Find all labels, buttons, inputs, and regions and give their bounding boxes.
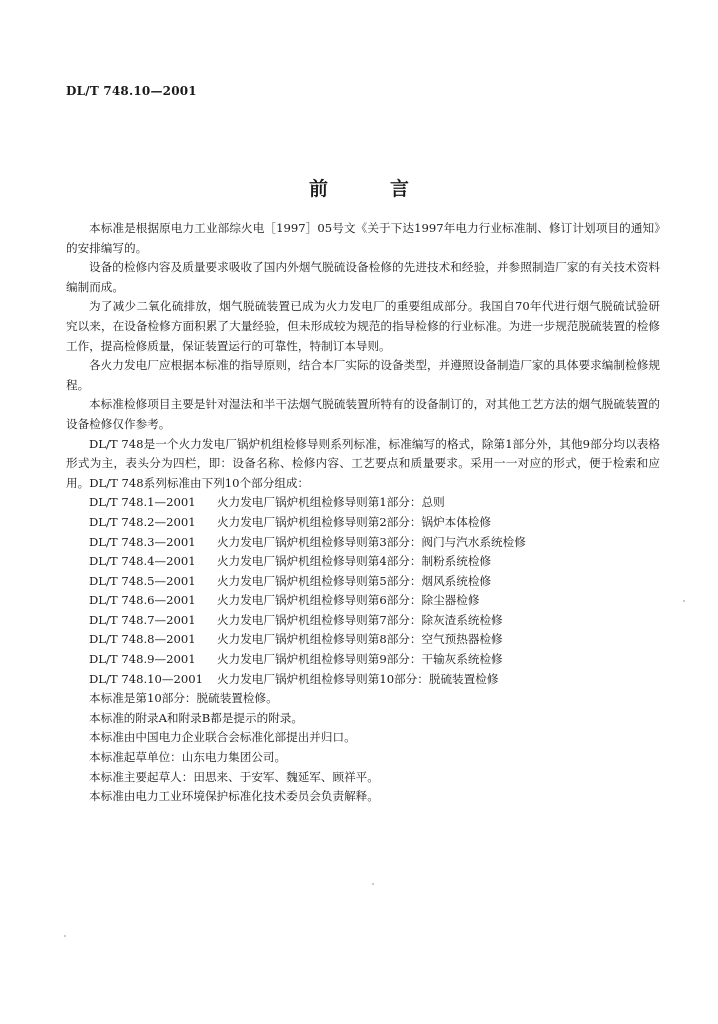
series-title: 火力发电厂锅炉机组检修导则第6部分：除尘器检修 xyxy=(217,593,480,608)
list-item xyxy=(66,630,660,650)
series-title: 火力发电厂锅炉机组检修导则第5部分：烟风系统检修 xyxy=(217,573,492,588)
list-item xyxy=(66,513,660,533)
paragraph: 设备的检修内容及质量要求吸收了国内外烟气脱硫设备检修的先进技术和经验，并参照制造厂家的有关技术资料编制而成。 xyxy=(66,260,660,294)
series-code: DL/T 748.7—2001 xyxy=(89,612,196,627)
list-item xyxy=(66,533,660,553)
series-code: DL/T 748.1—2001 xyxy=(89,495,196,510)
list-item xyxy=(66,493,660,513)
series-title: 火力发电厂锅炉机组检修导则第2部分：锅炉本体检修 xyxy=(217,514,492,529)
page-title xyxy=(0,174,718,201)
series-title: 火力发电厂锅炉机组检修导则第7部分：除灰渣系统检修 xyxy=(217,612,503,627)
series-title: 火力发电厂锅炉机组检修导则第3部分：阀门与汽水系统检修 xyxy=(217,534,526,549)
closing-line: 本标准由电力工业环境保护标准化技术委员会负责解释。 xyxy=(89,789,379,804)
paragraph: 各火力发电厂应根据本标准的指导原则，结合本厂实际的设备类型，并遵照设备制造厂家的具体要求编制检修规程。 xyxy=(66,358,660,392)
standard-code-header: DL/T 748.10—2001 xyxy=(66,84,197,98)
series-title: 火力发电厂锅炉机组检修导则第9部分：干输灰系统检修 xyxy=(217,652,503,667)
series-list xyxy=(66,493,660,689)
series-code: DL/T 748.10—2001 xyxy=(89,671,203,686)
scan-speck xyxy=(372,883,374,885)
title-char-1: 前 xyxy=(308,178,328,200)
scan-speck xyxy=(683,600,685,602)
series-code: DL/T 748.4—2001 xyxy=(89,554,196,569)
paragraph: 为了减少二氧化硫排放，烟气脱硫装置已成为火力发电厂的重要组成部分。我国自70年代进行烟气脱硫试验研究以来，在设备检修方面积累了大量经验，但未形成较为规范的指导检修的行业标准。为进一步规范脱硫装置的检修工作，提高检修质量，保证装置运行的可靠性，特制订本导则。 xyxy=(66,299,660,353)
series-code: DL/T 748.5—2001 xyxy=(89,573,196,588)
paragraph: DL/T 748是一个火力发电厂锅炉机组检修导则系列标准，标准编写的格式，除第1部分外，其他9部分均以表格形式为主，表头分为四栏，即：设备名称、检修内容、工艺要点和质量要求。采用一一对应的形式，便于检索和应用。DL/T 748系列标准由下列10个部分组成： xyxy=(66,436,660,490)
paragraph: 本标准是根据原电力工业部综火电［1997］05号文《关于下达1997年电力行业标准制、修订计划项目的通知》的安排编写的。 xyxy=(66,221,660,255)
closing-line: 本标准由中国电力企业联合会标准化部提出并归口。 xyxy=(89,730,356,745)
scan-speck xyxy=(64,935,66,937)
series-code: DL/T 748.9—2001 xyxy=(89,652,196,667)
closing-line: 本标准起草单位：山东电力集团公司。 xyxy=(89,750,287,765)
title-char-2: 言 xyxy=(390,178,410,200)
list-item xyxy=(66,552,660,572)
series-title: 火力发电厂锅炉机组检修导则第8部分：空气预热器检修 xyxy=(217,632,503,647)
foreword-body xyxy=(66,219,660,807)
closing-line: 本标准是第10部分：脱硫装置检修。 xyxy=(89,691,278,706)
closing-line: 本标准主要起草人：田思来、于安军、魏延军、顾祥平。 xyxy=(89,769,379,784)
series-code: DL/T 748.6—2001 xyxy=(89,593,196,608)
series-title: 火力发电厂锅炉机组检修导则第1部分：总则 xyxy=(217,495,445,510)
list-item xyxy=(66,591,660,611)
list-item xyxy=(66,611,660,631)
list-item xyxy=(66,650,660,670)
paragraph: 本标准检修项目主要是针对湿法和半干法烟气脱硫装置所特有的设备制订的，对其他工艺方法的烟气脱硫装置的设备检修仅作参考。 xyxy=(66,397,660,431)
series-code: DL/T 748.2—2001 xyxy=(89,514,196,529)
series-code: DL/T 748.8—2001 xyxy=(89,632,196,647)
closing-line: 本标准的附录A和附录B都是提示的附录。 xyxy=(89,710,303,725)
series-title: 火力发电厂锅炉机组检修导则第4部分：制粉系统检修 xyxy=(217,554,492,569)
series-code: DL/T 748.3—2001 xyxy=(89,534,196,549)
list-item xyxy=(66,572,660,592)
series-title: 火力发电厂锅炉机组检修导则第10部分：脱硫装置检修 xyxy=(217,671,499,686)
list-item xyxy=(66,670,660,690)
